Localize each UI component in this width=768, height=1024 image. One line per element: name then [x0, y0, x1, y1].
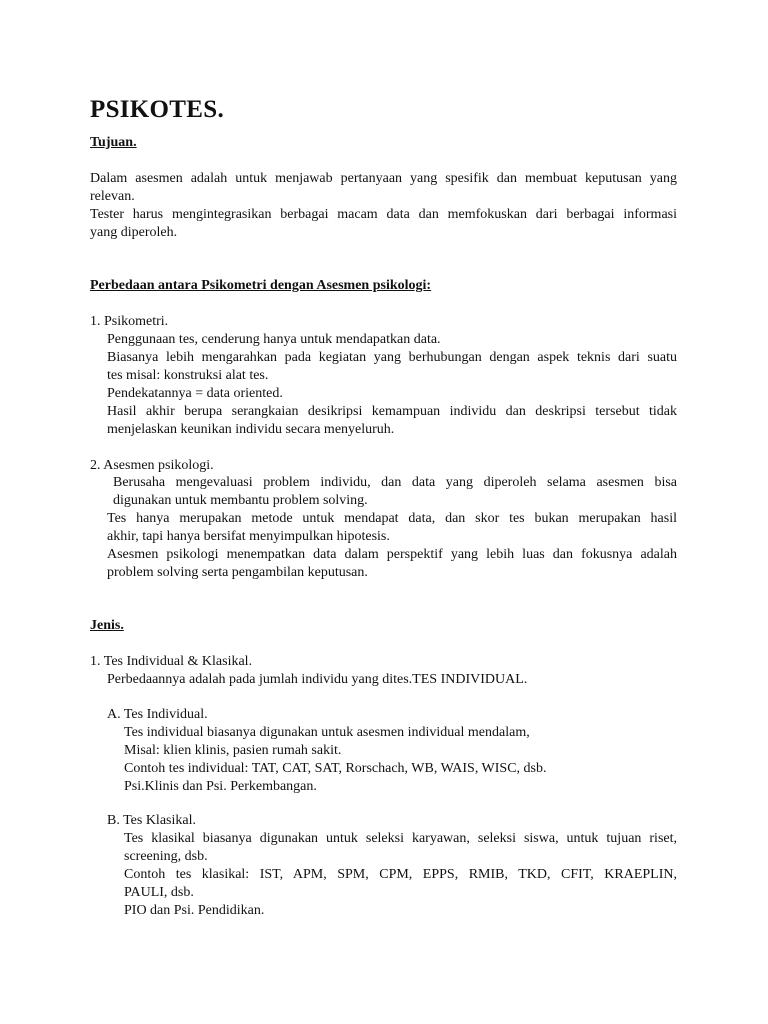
- tujuan-text-line: Dalam asesmen adalah untuk menjawab pertanyaan yang spesifik dan membuat keputusan yang: [90, 171, 677, 186]
- asesmen-text-line: problem solving serta pengambilan keputusan.: [107, 565, 368, 580]
- psikometri-text-line: Penggunaan tes, cenderung hanya untuk mendapatkan data.: [107, 332, 441, 347]
- jenis-heading: Jenis.: [90, 618, 124, 633]
- psikometri-text-line: Hasil akhir berupa serangkaian desikripsi kemampuan individu dan deskripsi tersebut tidak: [107, 404, 677, 419]
- asesmen-text-line: akhir, tapi hanya bersifat menyimpulkan hipotesis.: [107, 529, 390, 544]
- tujuan-text-line: Tester harus mengintegrasikan berbagai macam data dan memfokuskan dari berbagai informasi: [90, 207, 677, 222]
- tes-klasikal-text-line: screening, dsb.: [124, 849, 208, 864]
- asesmen-title: 2. Asesmen psikologi.: [90, 458, 214, 473]
- psikometri-text-line: tes misal: konstruksi alat tes.: [107, 368, 269, 383]
- tes-individual-text-line: Misal: klien klinis, pasien rumah sakit.: [124, 743, 342, 758]
- tes-individual-text-line: Psi.Klinis dan Psi. Perkembangan.: [124, 779, 317, 794]
- psikometri-text-line: menjelaskan keunikan individu secara menyeluruh.: [107, 422, 395, 437]
- tes-klasikal-text-line: Tes klasikal biasanya digunakan untuk seleksi karyawan, seleksi siswa, untuk tujuan riset,: [124, 831, 677, 846]
- asesmen-text-line: digunakan untuk membantu problem solving.: [113, 493, 368, 508]
- perbedaan-heading: Perbedaan antara Psikometri dengan Asesmen psikologi:: [90, 278, 432, 293]
- tes-klasikal-text-line: PIO dan Psi. Pendidikan.: [124, 903, 265, 918]
- asesmen-text-line: Asesmen psikologi menempatkan data dalam perspektif yang lebih luas dan fokusnya adalah: [107, 547, 677, 562]
- tes-klasikal-title: B. Tes Klasikal.: [107, 813, 196, 828]
- tes-individual-text-line: Contoh tes individual: TAT, CAT, SAT, Rorschach, WB, WAIS, WISC, dsb.: [124, 761, 547, 776]
- tes-individual-text-line: Tes individual biasanya digunakan untuk asesmen individual mendalam,: [124, 725, 530, 740]
- jenis-item-desc: Perbedaannya adalah pada jumlah individu yang dites.TES INDIVIDUAL.: [107, 672, 528, 687]
- asesmen-text-line: Tes hanya merupakan metode untuk mendapat data, dan skor tes bukan merupakan hasil: [107, 511, 677, 526]
- tes-individual-title: A. Tes Individual.: [107, 707, 208, 722]
- tes-klasikal-text-line: PAULI, dsb.: [124, 885, 194, 900]
- asesmen-text-line: Berusaha mengevaluasi problem individu, dan data yang diperoleh selama asesmen bisa: [113, 475, 677, 490]
- psikometri-text-line: Biasanya lebih mengarahkan pada kegiatan yang berhubungan dengan aspek teknis dari suatu: [107, 350, 677, 365]
- psikometri-title: 1. Psikometri.: [90, 314, 169, 329]
- psikometri-text-line: Pendekatannya = data oriented.: [107, 386, 283, 401]
- tujuan-text-line: yang diperoleh.: [90, 225, 178, 240]
- tujuan-text-line: relevan.: [90, 189, 135, 204]
- tujuan-heading: Tujuan.: [90, 135, 137, 150]
- page-title: PSIKOTES.: [90, 96, 224, 123]
- jenis-item-title: 1. Tes Individual & Klasikal.: [90, 654, 253, 669]
- tes-klasikal-text-line: Contoh tes klasikal: IST, APM, SPM, CPM, EPPS, RMIB, TKD, CFIT, KRAEPLIN,: [124, 867, 677, 882]
